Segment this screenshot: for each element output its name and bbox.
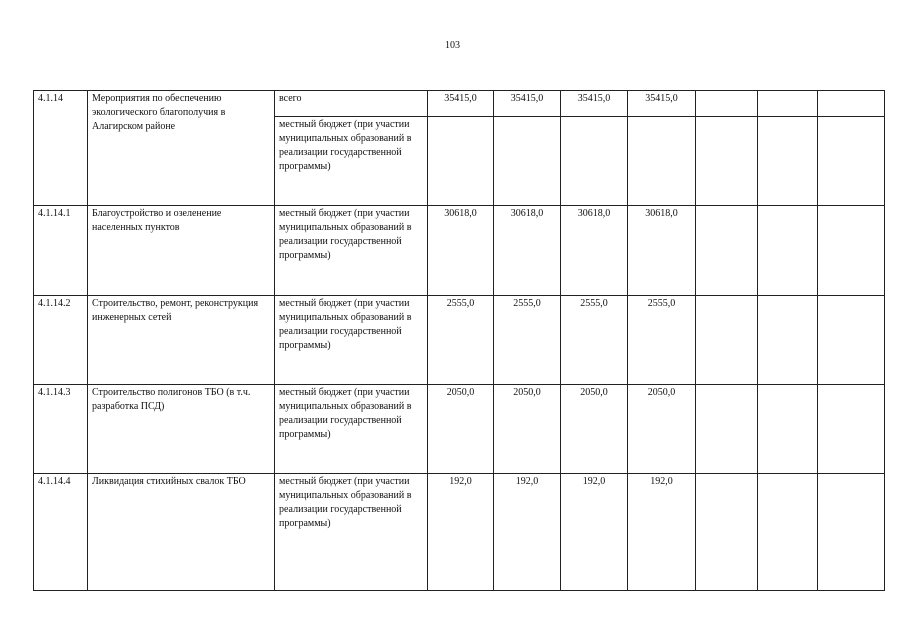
empty-cell: [758, 296, 818, 385]
empty-cell: [758, 117, 818, 206]
empty-cell: [696, 91, 758, 117]
value-cell: 2555,0: [494, 296, 561, 385]
value-cell: [561, 117, 628, 206]
value-cell: 30618,0: [561, 206, 628, 296]
empty-cell: [758, 206, 818, 296]
empty-cell: [696, 117, 758, 206]
row-name: Мероприятия по обеспечению экологического благополучия в Алагирском районе: [88, 91, 275, 206]
value-cell: 192,0: [628, 474, 696, 591]
empty-cell: [818, 117, 885, 206]
value-cell: 2050,0: [428, 385, 494, 474]
value-cell: [428, 117, 494, 206]
value-cell: 35415,0: [561, 91, 628, 117]
value-cell: 30618,0: [628, 206, 696, 296]
table-row: [34, 385, 885, 474]
empty-cell: [696, 206, 758, 296]
value-cell: 2555,0: [428, 296, 494, 385]
row-name: Строительство, ремонт, реконструкция инженерных сетей: [88, 296, 275, 385]
empty-cell: [696, 296, 758, 385]
row-code: 4.1.14.1: [34, 206, 88, 296]
funding-source: местный бюджет (при участии муниципальных образований в реализации государственной программы): [275, 474, 428, 591]
funding-source: местный бюджет (при участии муниципальных образований в реализации государственной программы): [275, 296, 428, 385]
empty-cell: [758, 385, 818, 474]
funding-source: местный бюджет (при участии муниципальных образований в реализации государственной программы): [275, 117, 428, 206]
value-cell: 35415,0: [494, 91, 561, 117]
value-cell: [628, 117, 696, 206]
value-cell: 30618,0: [428, 206, 494, 296]
value-cell: 2050,0: [628, 385, 696, 474]
table-row: [34, 474, 885, 591]
budget-table: [33, 90, 885, 591]
value-cell: [494, 117, 561, 206]
empty-cell: [696, 474, 758, 591]
row-code: 4.1.14.2: [34, 296, 88, 385]
value-cell: 192,0: [428, 474, 494, 591]
table-row: [34, 296, 885, 385]
empty-cell: [758, 474, 818, 591]
value-cell: 2555,0: [561, 296, 628, 385]
row-name: Благоустройство и озеленение населенных пунктов: [88, 206, 275, 296]
empty-cell: [758, 91, 818, 117]
page-number: 103: [445, 40, 460, 51]
value-cell: 2050,0: [494, 385, 561, 474]
value-cell: 35415,0: [428, 91, 494, 117]
funding-source: местный бюджет (при участии муниципальных образований в реализации государственной программы): [275, 206, 428, 296]
row-name: Строительство полигонов ТБО (в т.ч. разработка ПСД): [88, 385, 275, 474]
funding-source: всего: [275, 91, 428, 117]
table-row: [34, 206, 885, 296]
value-cell: 192,0: [561, 474, 628, 591]
empty-cell: [818, 385, 885, 474]
row-code: 4.1.14: [34, 91, 88, 206]
value-cell: 192,0: [494, 474, 561, 591]
empty-cell: [818, 296, 885, 385]
row-code: 4.1.14.4: [34, 474, 88, 591]
empty-cell: [818, 91, 885, 117]
empty-cell: [818, 206, 885, 296]
value-cell: 2555,0: [628, 296, 696, 385]
row-name: Ликвидация стихийных свалок ТБО: [88, 474, 275, 591]
empty-cell: [696, 385, 758, 474]
table-row: [34, 91, 885, 117]
value-cell: 30618,0: [494, 206, 561, 296]
empty-cell: [818, 474, 885, 591]
value-cell: 2050,0: [561, 385, 628, 474]
funding-source: местный бюджет (при участии муниципальных образований в реализации государственной программы): [275, 385, 428, 474]
value-cell: 35415,0: [628, 91, 696, 117]
row-code: 4.1.14.3: [34, 385, 88, 474]
